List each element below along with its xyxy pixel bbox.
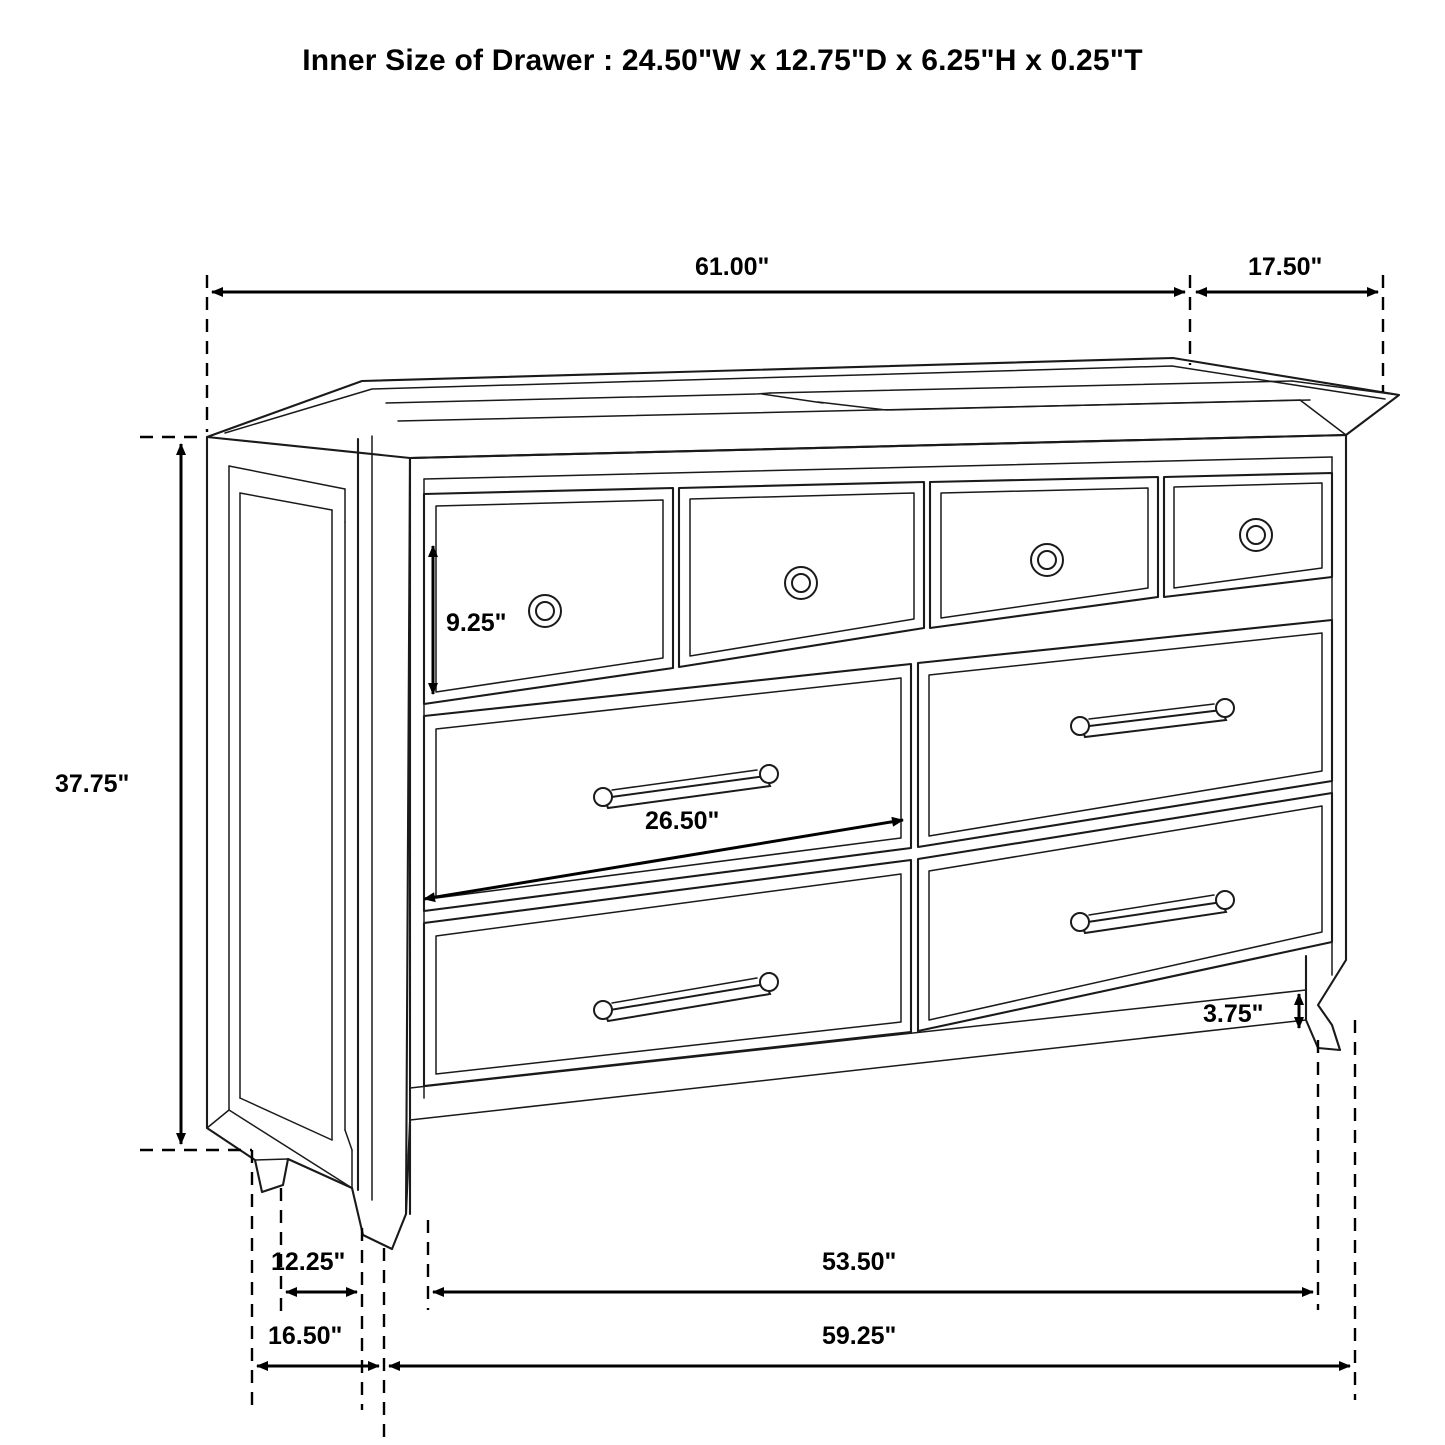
label-base-width-outer: 59.25" [822,1322,897,1350]
label-drawer-height: 9.25" [446,609,507,637]
dim-top-depth [1196,275,1383,392]
label-top-depth: 17.50" [1248,253,1323,281]
label-drawer-width: 26.50" [645,807,720,835]
label-base-depth-outer: 16.50" [268,1322,343,1350]
dim-base-depth [252,1150,384,1445]
label-base-depth-inner: 12.25" [271,1248,346,1276]
label-leg-clearance: 3.75" [1203,1000,1264,1028]
label-top-width: 61.00" [695,253,770,281]
dim-top-width [207,275,1190,432]
label-overall-height: 37.75" [55,770,130,798]
page-title: Inner Size of Drawer : 24.50"W x 12.75"D x 6.25"H x 0.25"T [302,44,1143,77]
label-base-width-inner: 53.50" [822,1248,897,1276]
dim-overall-height [140,437,252,1150]
